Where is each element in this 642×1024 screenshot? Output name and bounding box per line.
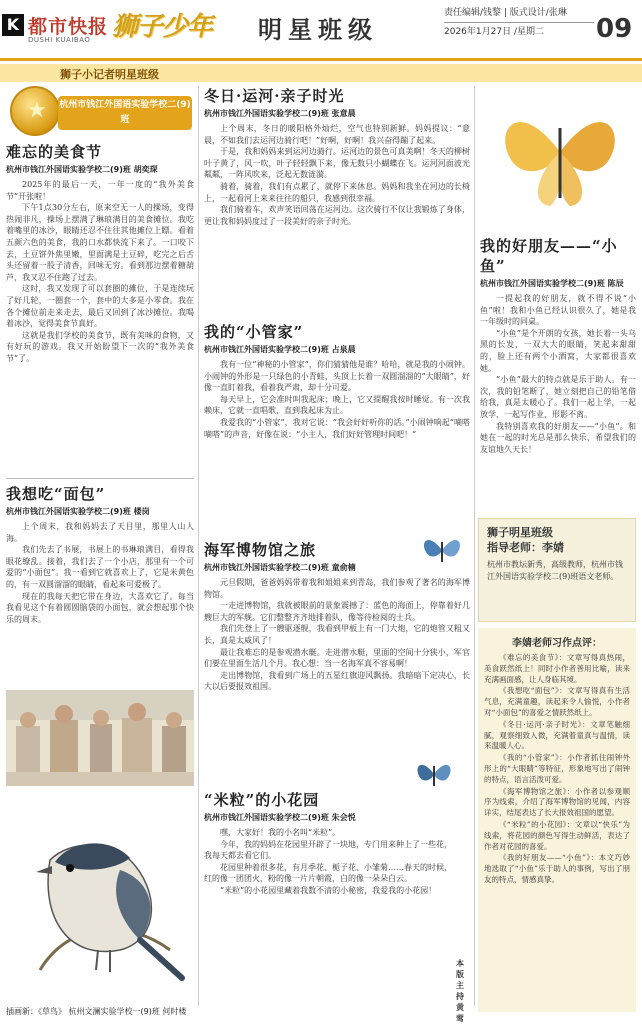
paragraph: 一提起我的好朋友，就不得不说“小鱼”啦！我和小鱼已经认识很久了，她是我一年级时的同桌。 [480,294,636,327]
paragraph: 花园里种着很多花，有月季花、栀子花、小雏菊……春天的时候，红的像一团团火，粉的像一片片朝霞，白的像一朵朵白云。 [204,862,452,884]
paragraph: 我特别喜欢我的好朋友——“小鱼”。和她在一起的时光总是那么快乐，希望我们的友谊地久天长！ [480,421,636,454]
paragraph: 这时，我又发现了可以套圈的摊位，于是连续玩了好几轮，一圈套一个，套中的大多是小零食。我在各个摊位前走来走去，最后又回到了冰沙摊位。我喝着冰沙，觉得美食节真好。 [6,284,194,329]
paragraph: 下午1点30分左右，原来空无一人的操场，变得热闹非凡，操场上摆满了琳琅满目的美食摊位。我吃着嘴里的冰沙，眼睛还忍不住往其他摊位上瞟。看着五颜六色的美食，我的口水都快流下来了。一口咬下去，土豆饼外焦里嫩，里面满是土豆碎，吃完之后舌头还留着一股子清香，回味无穷。看到那边摆着糖葫芦，我又忍不住跑了过去。 [6,203,194,282]
bird-illustration [10,800,194,996]
teacher-remarks [478,628,636,1012]
paragraph: 我们先登上了一艘驱逐舰，我看到甲板上有一门大炮，它的炮管又粗又长，真是太威风了！ [204,624,470,645]
paragraph: 我爱我的“小管家”，我对它说：“我会好好听你的话。”小闹钟响起“嘀嗒嘀嗒”的声音，好像在说：“小主人，我们好好管理时间吧！” [204,417,470,439]
article-title: 难忘的美食节 [6,143,103,161]
paragraph: 上个周末，冬日的暖阳格外灿烂，空气也特别新鲜。妈妈提议：“意晨，不如我们去运河边骑行吧！”好啊，好啊！我兴奋得蹦了起来。 [204,124,470,145]
paragraph: 骑着，骑着，我们有点累了，就停下来休息。妈妈和我坐在河边的长椅上，一起看河上来来往往的船只，我感到很幸福。 [204,181,470,203]
butterfly-icon [420,532,464,568]
paragraph: 于是，我和妈妈来到运河边骑行。运河边的景色可真美啊！冬天的柳树叶子黄了，风一吹，叶子轻轻飘下来，像无数只小蝴蝶在飞。运河河面波光粼粼，一阵风吹来，泛起无数涟漪。 [204,147,470,180]
teacher-box [478,518,636,622]
paragraph: 走出博物馆，我看到广场上的五星红旗迎风飘扬。我暗暗下定决心，长大以后要报效祖国。 [204,670,470,692]
article-byline: 杭州市钱江外国语实验学校二(9)班 张意晨 [204,109,356,118]
remark-item: 《我的“小管家”》：小作者抓住闹钟外形上的“大眼睛”等特征，形象地写出了闹钟的特点，语言活泼可爱。 [484,753,630,784]
article-winter [204,86,470,314]
paragraph: “小鱼”最大的特点就是乐于助人。有一次，我的铅笔断了，她立刻把自己的铅笔借给我，真是太暖心了。我们一起上学，一起放学，一起写作业，形影不离。 [480,375,636,419]
article-title: 海军博物馆之旅 [204,541,317,559]
remark-item: 《我想吃“面包”》：文章写得真有生活气息，充满童趣，读起来令人愉悦，小作者对“小面包”的喜爱之情跃然纸上。 [484,686,630,717]
paragraph: 现在的我每天把它带在身边，大喜欢它了。每当我看见这个有着圆圆脑袋的小面包，就会想起那个快乐的周末。 [6,591,194,624]
article-byline: 杭州市钱江外国语实验学校二(9)班 胡奕琛 [6,165,158,174]
meta-rule [444,22,594,23]
page-number: 09 [596,14,633,44]
logo-k-icon: K [2,14,24,36]
article-byline: 杭州市钱江外国语实验学校二(9)班 童俞楠 [204,563,356,572]
brand-name: 都市快报 [28,16,109,38]
paragraph: 我们骑着车，欢声笑语回荡在运河边。这次骑行不仅让我锻炼了身体，更让我和妈妈度过了一段美好的亲子时光。 [204,205,470,226]
article-manager [204,322,470,508]
paragraph: 这就是我们学校的美食节，既有美味的食物，又有好玩的游戏。我又开始盼望下一次的“我外美食节”了。 [6,330,194,363]
paragraph: “小鱼”是个开朗的女孩，她长着一头乌黑的长发，一双大大的眼睛，笑起来甜甜的，脸上还有两个小酒窝，大家都很喜欢她。 [480,328,636,373]
remark-item: 《我的好朋友——“小鱼”》：本文巧妙地选取了“小鱼”乐于助人的事例，写出了朋友的特点，情感真挚。 [484,853,630,884]
article-title: 冬日·运河·亲子时光 [204,87,345,105]
article-byline: 杭州市钱江外国语实验学校二(9)班 陈辰 [480,279,624,288]
remark-item: 《海军博物馆之旅》：小作者以参观顺序为线索，介绍了海军博物馆的见闻，内容详实，结尾表达了长大报效祖国的愿望。 [484,786,630,818]
star-icon: ★ [27,98,47,123]
paragraph: 我们先去了书展，书展上的书琳琅满目，看得我眼花缭乱。接着，我们去了一个小店，那里有一个可爱的“小面包”。我一看到它就喜欢上了，它是米黄色的，有一双圆溜溜的眼睛，看起来可爱极了。 [6,545,194,589]
paragraph: 一走进博物馆，我就被眼前的景象震撼了：蓝色的海面上，停靠着好几艘巨大的军舰。它们整整齐齐地排着队，像等待检阅的士兵。 [204,601,470,622]
paragraph: 今年，我的妈妈在花园里开辟了一块地，专门用来种上了一些花，我每天都去看它们。 [204,839,452,861]
lion-youth-logo: 狮子少年 [112,12,213,42]
paragraph: “米粒”的小花园里藏着我数不清的小秘密，我爱我的小花园！ [220,885,437,895]
butterfly-icon [414,758,454,790]
butterfly-illustration [490,88,630,218]
article-title: 我想吃“面包” [6,485,106,503]
article-museum [204,540,470,756]
column-banner-text: 狮子小记者明星班级 [60,68,159,81]
remark-item: 《“米粒”的小花园》：文章以“快乐”为线索，将花园的颜色写得生动鲜活，表达了作者对花园的喜爱。 [484,819,630,851]
article-title: 我的“小管家” [204,323,304,341]
paragraph: 元旦假期，爸爸妈妈带着我和姐姐来到青岛，我们参观了著名的海军博物馆。 [204,578,470,599]
paragraph: 上个周末，我和妈妈去了天目里，那里人山人海。 [6,522,194,543]
article-title: 我的好朋友——“小鱼” [480,237,618,275]
remark-item: 《难忘的美食节》：文章写得真热闹，美食跃然纸上！同时小作者善用比喻，读来充满画面感，让人身临其境。 [484,653,630,684]
divider [6,478,194,479]
article-byline: 杭州市钱江外国语实验学校二(9)班 朱会悦 [204,813,356,822]
medal-icon [10,86,60,136]
paragraph: 2025年的最后一天，一年一度的“我外美食节”开张啦！ [6,180,194,201]
article-noodle [6,484,194,684]
school-badge [6,86,194,138]
remark-item: 《冬日·运河·亲子时光》：文章笔触细腻，观察细致入微，充满着童真与温情，读来温暖人心。 [484,719,630,751]
editor-vertical: 本版主持 黄莺 [456,959,464,1023]
article-byline: 杭州市钱江外国语实验学校二(9)班 占泉晨 [204,345,356,354]
paragraph: 嘿，大家好！我的小名叫“米粒”。 [220,828,341,837]
article-byline: 杭州市钱江外国语实验学校二(9)班 楼岗 [6,507,150,516]
school-tag: 杭州市钱江外国语实验学校二(9)班 [58,96,192,130]
article-friend [480,236,636,512]
article-millet [204,790,452,1006]
masthead [0,0,642,58]
paragraph: 每天早上，它会准时叫我起床；晚上，它又提醒我按时睡觉。有一次我赖床，它就一直唱歌，直到我起床为止。 [204,394,470,416]
column-divider [198,86,199,1006]
date-line: 2026年1月27日 /星期二 [444,27,544,37]
class-photo [6,690,194,786]
teacher-box-title: 狮子明星班级 [487,526,553,539]
teacher-desc: 杭州市教坛新秀，高级教师，杭州市钱江外国语实验学校二(9)班语文老师。 [487,560,623,581]
article-food [6,142,194,472]
paragraph: 最让我难忘的是参观潜水艇。走进潜水艇，里面的空间十分狭小，军官们要在里面生活几个月。我心想：当一名海军真不容易啊！ [204,647,470,669]
editor-line: 责任编辑/钱黎 | 版式设计/张琳 [444,8,567,18]
teacher-name: 指导老师：李婧 [487,541,564,554]
article-title: “米粒”的小花园 [204,791,320,809]
section-title: 明星班级 [258,15,378,44]
newspaper-logo [2,6,110,52]
paragraph: 我有一位“神秘的小管家”，你们猜猜他是谁？哈哈，就是我的小闹钟。小闹钟的外形是一只绿色的小青蛙，头顶上长着一双圆溜溜的“大眼睛”，好像一直盯着我，看着我严肃，却十分可爱。 [204,360,470,393]
column-banner [0,64,642,82]
photo-caption: 插画新：《草鸟》 杭州文澜实验学校一(9)班 何时楼 [6,1007,187,1016]
masthead-rule [0,58,642,61]
masthead-meta [444,6,594,39]
remarks-title: 李婧老师习作点评： [512,638,602,649]
column-divider [474,86,475,1006]
brand-sub: DUSHI KUAIBAO [28,36,91,44]
